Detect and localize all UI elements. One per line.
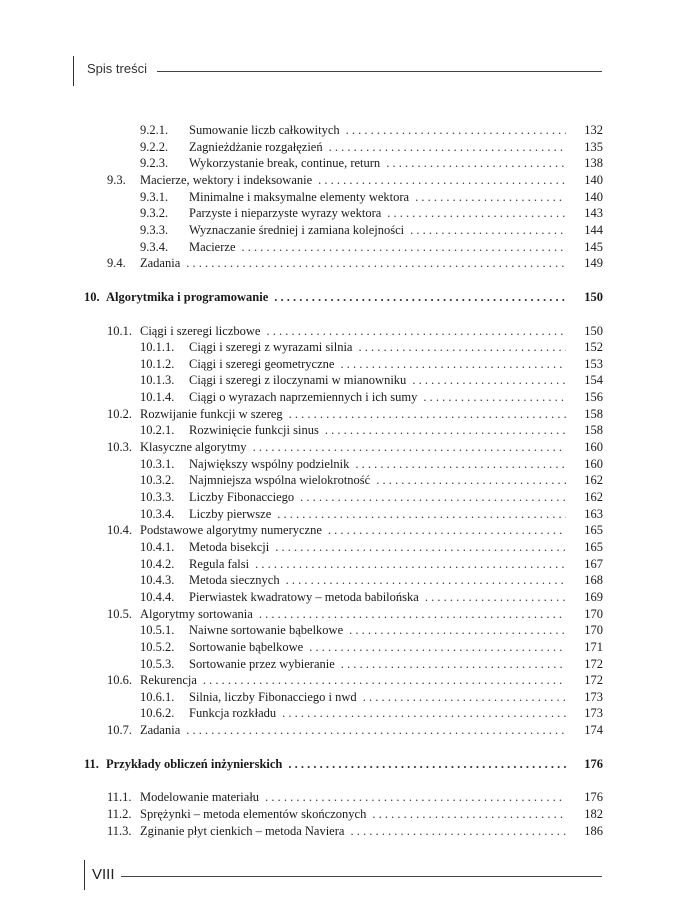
toc-number: 10.2. bbox=[107, 406, 132, 421]
toc-number: 10.4.2. bbox=[140, 556, 175, 571]
toc-title: Rozwijanie funkcji w szereg bbox=[140, 406, 283, 421]
toc-page-number: 145 bbox=[584, 239, 603, 254]
toc-title: Najmniejsza wspólna wielokrotność bbox=[189, 473, 371, 488]
toc-title: Klasyczne algorytmy bbox=[140, 440, 247, 455]
toc-title: Sortowanie bąbelkowe bbox=[189, 639, 304, 654]
toc-page-number: 156 bbox=[584, 390, 603, 405]
toc-number: 10.6.1. bbox=[140, 689, 175, 704]
toc-entry-row bbox=[0, 622, 690, 638]
toc-leader-dots bbox=[423, 389, 566, 405]
toc-number: 10.3.2. bbox=[140, 473, 175, 488]
toc-page-number: 182 bbox=[584, 807, 603, 822]
toc-number: 9.4. bbox=[107, 256, 126, 271]
toc-entry-row bbox=[0, 656, 690, 672]
toc-title: Podstawowe algorytmy numeryczne bbox=[140, 523, 322, 538]
toc-title: Rozwinięcie funkcji sinus bbox=[189, 423, 319, 438]
toc-leader-dots bbox=[349, 622, 566, 638]
toc-page-number: 165 bbox=[584, 539, 603, 554]
toc-page-number: 160 bbox=[584, 456, 603, 471]
toc-chapter-row bbox=[0, 756, 690, 772]
toc-number: 9.3.1. bbox=[140, 189, 169, 204]
toc-title: Naiwne sortowanie bąbelkowe bbox=[189, 623, 344, 638]
toc-leader-dots bbox=[309, 639, 566, 655]
toc-entry-row bbox=[0, 205, 690, 221]
toc-title: Minimalne i maksymalne elementy wektora bbox=[189, 189, 410, 204]
toc-number: 9.2.3. bbox=[140, 156, 169, 171]
toc-title: Ciągi i szeregi z iloczynami w mianowniku bbox=[189, 373, 407, 388]
toc-page-number: 150 bbox=[584, 323, 603, 338]
toc-number: 9.3.3. bbox=[140, 222, 169, 237]
toc-entry-row bbox=[0, 422, 690, 438]
toc-leader-dots bbox=[186, 722, 566, 738]
toc-leader-dots bbox=[266, 323, 566, 339]
toc-title: Sumowanie liczb całkowitych bbox=[189, 123, 340, 137]
toc-page-number: 172 bbox=[584, 673, 603, 688]
toc-entry-row bbox=[0, 189, 690, 205]
toc-title: Wyznaczanie średniej i zamiana kolejności bbox=[189, 222, 405, 237]
toc-number: 9.3.4. bbox=[140, 239, 169, 254]
toc-title: Parzyste i nieparzyste wyrazy wektora bbox=[189, 206, 382, 221]
toc-leader-dots bbox=[386, 155, 566, 171]
toc-entry-row bbox=[0, 689, 690, 705]
toc-leader-dots bbox=[341, 656, 566, 672]
toc-entry-row bbox=[0, 255, 690, 271]
toc-title: Metoda siecznych bbox=[189, 573, 280, 588]
toc-title: Zginanie płyt cienkich – metoda Naviera bbox=[140, 823, 345, 838]
toc-leader-dots bbox=[253, 439, 566, 455]
toc-page-number: 168 bbox=[584, 573, 603, 588]
toc-page-number: 162 bbox=[584, 473, 603, 488]
toc-number: 10.4. bbox=[107, 523, 132, 538]
toc-entry-row bbox=[0, 672, 690, 688]
toc-entry-row bbox=[0, 572, 690, 588]
toc-leader-dots bbox=[387, 205, 566, 221]
toc-page-number: 173 bbox=[584, 706, 603, 721]
toc-number: 11.2. bbox=[107, 807, 132, 822]
toc-title: Algorytmika i programowanie bbox=[106, 289, 269, 304]
toc-page-number: 152 bbox=[584, 340, 603, 355]
toc-entry-row bbox=[0, 406, 690, 422]
toc-page-number: 186 bbox=[584, 823, 603, 838]
toc-leader-dots bbox=[203, 672, 566, 688]
toc-leader-dots bbox=[286, 572, 566, 588]
toc-leader-dots bbox=[282, 705, 566, 721]
footer-rule bbox=[121, 876, 602, 877]
toc-number: 10.5.1. bbox=[140, 623, 175, 638]
toc-title: Liczby pierwsze bbox=[189, 506, 272, 521]
toc-page-number: 170 bbox=[584, 623, 603, 638]
toc-leader-dots bbox=[277, 506, 566, 522]
toc-entry-row bbox=[0, 705, 690, 721]
toc-leader-dots bbox=[288, 756, 566, 772]
toc-page-number: 144 bbox=[584, 222, 603, 237]
toc-leader-dots bbox=[274, 289, 566, 305]
toc-leader-dots bbox=[186, 255, 566, 271]
toc-entry-row bbox=[0, 339, 690, 355]
toc-page-number: 170 bbox=[584, 606, 603, 621]
toc-number: 9.3.2. bbox=[140, 206, 169, 221]
toc-page-number: 176 bbox=[584, 756, 603, 771]
toc-entry-row bbox=[0, 522, 690, 538]
toc-number: 10.2.1. bbox=[140, 423, 175, 438]
toc-entry-row bbox=[0, 323, 690, 339]
toc-entry-row bbox=[0, 556, 690, 572]
toc-number: 10.1.3. bbox=[140, 373, 175, 388]
toc-page-number: 160 bbox=[584, 440, 603, 455]
toc-title: Regula falsi bbox=[189, 556, 250, 571]
toc-leader-dots bbox=[425, 589, 566, 605]
toc-title: Metoda bisekcji bbox=[189, 539, 270, 554]
toc-entry-row bbox=[0, 172, 690, 188]
toc-leader-dots bbox=[376, 472, 566, 488]
toc-title: Silnia, liczby Fibonacciego i nwd bbox=[189, 689, 357, 704]
toc-page-number: 172 bbox=[584, 656, 603, 671]
toc-title: Pierwiastek kwadratowy – metoda babilońska bbox=[189, 589, 419, 604]
toc-title: Ciągi o wyrazach naprzemiennych i ich sumy bbox=[189, 390, 418, 405]
toc-leader-dots bbox=[265, 789, 566, 805]
toc-title: Sprężynki – metoda elementów skończonych bbox=[140, 807, 367, 822]
toc-leader-dots bbox=[318, 172, 566, 188]
toc-leader-dots bbox=[363, 689, 566, 705]
toc-page-number: 143 bbox=[584, 206, 603, 221]
toc-leader-dots bbox=[242, 239, 567, 255]
toc-entry-row bbox=[0, 389, 690, 405]
toc-number: 10.4.4. bbox=[140, 589, 175, 604]
toc-number: 10.3.3. bbox=[140, 490, 175, 504]
toc-number: 10.1. bbox=[107, 323, 132, 338]
toc-entry-row bbox=[0, 506, 690, 522]
running-header: Spis treści bbox=[87, 61, 147, 76]
toc-leader-dots bbox=[355, 456, 566, 472]
toc-entry-row bbox=[0, 372, 690, 388]
header-rule-vertical bbox=[73, 56, 74, 86]
toc-entry-row bbox=[0, 606, 690, 622]
toc-entry-row bbox=[0, 222, 690, 238]
toc-title: Zagnieżdżanie rozgałęzień bbox=[189, 139, 323, 154]
footer-rule-vertical bbox=[84, 860, 85, 890]
toc-leader-dots bbox=[325, 422, 566, 438]
toc-page-number: 171 bbox=[584, 639, 603, 654]
toc-leader-dots bbox=[415, 189, 566, 205]
toc-title: Przykłady obliczeń inżynierskich bbox=[106, 756, 283, 771]
toc-entry-row bbox=[0, 122, 690, 138]
toc-title: Ciągi i szeregi geometryczne bbox=[189, 356, 335, 371]
toc-page-number: 138 bbox=[584, 156, 603, 171]
toc-leader-dots bbox=[358, 339, 566, 355]
toc-title: Zadania bbox=[140, 256, 181, 271]
toc-chapter-row bbox=[0, 289, 690, 305]
toc-title: Zadania bbox=[140, 723, 181, 738]
toc-title: Liczby Fibonacciego bbox=[189, 490, 295, 504]
toc-number: 10. bbox=[84, 289, 100, 304]
toc-title: Największy wspólny podzielnik bbox=[189, 456, 350, 471]
toc-page-number: 158 bbox=[584, 406, 603, 421]
toc-number: 10.3.4. bbox=[140, 506, 175, 521]
toc-entry-row bbox=[0, 456, 690, 472]
toc-number: 9.3. bbox=[107, 172, 126, 187]
toc-leader-dots bbox=[329, 139, 566, 155]
toc-number: 11.3. bbox=[107, 823, 132, 838]
toc-leader-dots bbox=[410, 222, 566, 238]
toc-page-number: 169 bbox=[584, 589, 603, 604]
toc-number: 10.3. bbox=[107, 440, 132, 455]
toc-number: 10.1.1. bbox=[140, 340, 175, 355]
header-rule bbox=[157, 71, 602, 72]
toc-page-number: 154 bbox=[584, 373, 603, 388]
toc-page-number: 140 bbox=[584, 172, 603, 187]
toc-entry-row bbox=[0, 539, 690, 555]
toc-page-number: 163 bbox=[584, 506, 603, 521]
toc-number: 10.4.3. bbox=[140, 573, 175, 588]
toc-leader-dots bbox=[255, 556, 566, 572]
toc-title: Ciągi i szeregi liczbowe bbox=[140, 323, 261, 338]
toc-leader-dots bbox=[289, 406, 566, 422]
toc-leader-dots bbox=[259, 606, 566, 622]
toc-page-number: 149 bbox=[584, 256, 603, 271]
toc-entry-row bbox=[0, 789, 690, 805]
toc-entry-row bbox=[0, 155, 690, 171]
toc-entry-row bbox=[0, 722, 690, 738]
toc-page-number: 153 bbox=[584, 356, 603, 371]
toc-number: 9.2.1. bbox=[140, 123, 169, 137]
toc-number: 10.6.2. bbox=[140, 706, 175, 721]
toc-entry-row bbox=[0, 806, 690, 822]
toc-number: 10.5.3. bbox=[140, 656, 175, 671]
toc-number: 9.2.2. bbox=[140, 139, 169, 154]
toc-entry-row bbox=[0, 439, 690, 455]
toc-leader-dots bbox=[300, 489, 566, 505]
toc-number: 10.7. bbox=[107, 723, 132, 738]
toc-number: 10.1.4. bbox=[140, 390, 175, 405]
toc-number: 11.1. bbox=[107, 790, 132, 805]
toc-title: Macierze bbox=[189, 239, 236, 254]
toc-page-number: 174 bbox=[584, 723, 603, 738]
toc-page-number: 158 bbox=[584, 423, 603, 438]
toc-leader-dots bbox=[275, 539, 566, 555]
toc-entry-row bbox=[0, 639, 690, 655]
toc-title: Macierze, wektory i indeksowanie bbox=[140, 172, 313, 187]
toc-page-number: 132 bbox=[584, 123, 603, 137]
toc-entry-row bbox=[0, 356, 690, 372]
toc-entry-row bbox=[0, 472, 690, 488]
toc-title: Wykorzystanie break, continue, return bbox=[189, 156, 381, 171]
toc-title: Algorytmy sortowania bbox=[140, 606, 253, 621]
toc-entry-row bbox=[0, 589, 690, 605]
toc-number: 10.4.1. bbox=[140, 539, 175, 554]
toc-page-number: 150 bbox=[584, 289, 603, 304]
toc-page-number: 162 bbox=[584, 490, 603, 504]
toc-title: Sortowanie przez wybieranie bbox=[189, 656, 335, 671]
toc-number: 11. bbox=[84, 756, 99, 771]
toc-entry-row bbox=[0, 139, 690, 155]
toc-number: 10.1.2. bbox=[140, 356, 175, 371]
toc-leader-dots bbox=[346, 122, 566, 138]
toc-number: 10.5. bbox=[107, 606, 132, 621]
toc-title: Funkcja rozkładu bbox=[189, 706, 277, 721]
toc-title: Ciągi i szeregi z wyrazami silnia bbox=[189, 340, 353, 355]
page-number: VIII bbox=[92, 866, 115, 883]
toc-leader-dots bbox=[340, 356, 566, 372]
toc-page-number: 173 bbox=[584, 689, 603, 704]
toc-page-number: 176 bbox=[584, 790, 603, 805]
toc-leader-dots bbox=[350, 823, 566, 839]
toc-entry-row bbox=[0, 823, 690, 839]
toc-leader-dots bbox=[372, 806, 566, 822]
toc-page-number: 135 bbox=[584, 139, 603, 154]
toc-leader-dots bbox=[328, 522, 566, 538]
toc-number: 10.6. bbox=[107, 673, 132, 688]
toc-title: Rekurencja bbox=[140, 673, 197, 688]
toc-page-number: 167 bbox=[584, 556, 603, 571]
toc-number: 10.5.2. bbox=[140, 639, 175, 654]
toc-entry-row bbox=[0, 489, 690, 505]
toc-entry-row bbox=[0, 239, 690, 255]
toc-leader-dots bbox=[412, 372, 566, 388]
toc-page-number: 140 bbox=[584, 189, 603, 204]
toc-number: 10.3.1. bbox=[140, 456, 175, 471]
toc-page-number: 165 bbox=[584, 523, 603, 538]
toc-title: Modelowanie materiału bbox=[140, 790, 260, 805]
